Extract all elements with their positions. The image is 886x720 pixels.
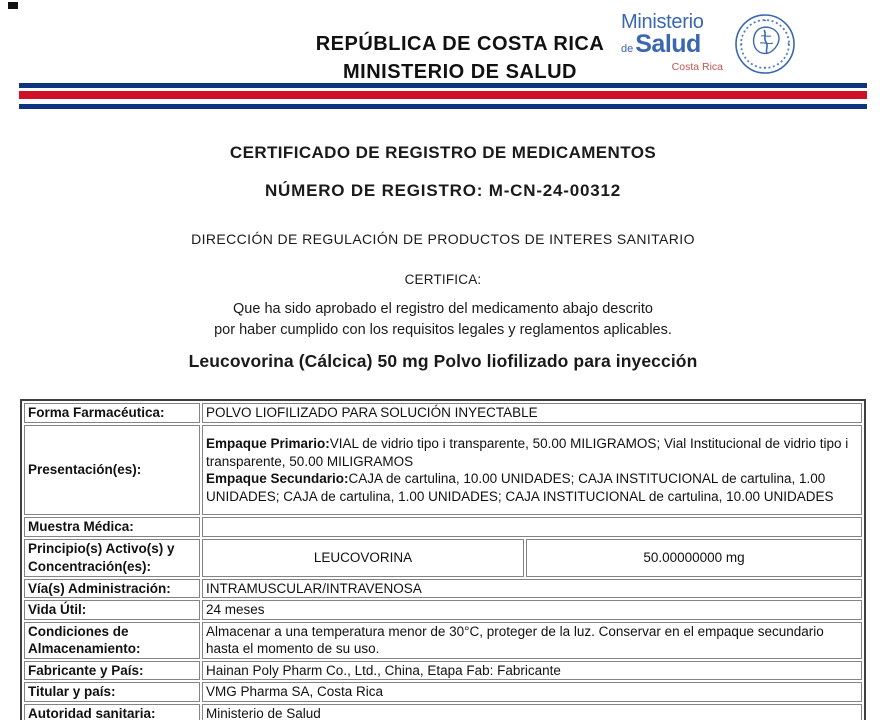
certifies-line: CERTIFICA: [404, 272, 482, 287]
row-value-presentacion [202, 425, 862, 515]
row-value-via: INTRAMUSCULAR/INTRAVENOSA [202, 579, 862, 599]
table-row-condiciones [24, 622, 862, 659]
table-row-via [24, 579, 862, 599]
principio-concentration-cell: 50.00000000 mg [526, 539, 862, 577]
page-title-line2: MINISTERIO DE SALUD [343, 61, 577, 83]
table-row-muestra [24, 517, 862, 537]
row-value-vida: 24 meses [202, 600, 862, 620]
wordmark-de: de [621, 43, 634, 55]
row-label-muestra: Muestra Médica: [24, 517, 200, 537]
row-label-presentacion: Presentación(es): [24, 425, 200, 515]
empaque-primario-value: VIAL de vidrio tipo i transparente, 50.00 MILIGRAMOS; Vial Institucional de vidrio tipo i transparente, 50.00 MILIGRAMOS [206, 436, 849, 469]
empaque-secundario [206, 470, 858, 505]
product-name: Leucovorina (Cálcica) 50 mg Polvo liofilizado para inyección [188, 351, 698, 371]
empaque-secundario-value: CAJA de cartulina, 10.00 UNIDADES; CAJA INSTITUCIONAL de cartulina, 1.00 UNIDADES; CAJA de cartulina, 1.00 UNIDADES; CAJA INSTITUCIONAL de cartulina, 10.00 UNIDADES [206, 471, 834, 504]
table-row-presentacion [24, 425, 862, 515]
row-label-autoridad: Autoridad sanitaria: [24, 704, 200, 720]
flag-stripe-blue-top [19, 83, 867, 88]
row-label-fabricante: Fabricante y País: [24, 661, 200, 681]
empaque-primario-label: Empaque Primario: [206, 436, 330, 451]
wordmark-ministerio: Ministerio [621, 11, 704, 33]
row-label-via: Vía(s) Administración: [24, 579, 200, 599]
row-value-forma: POLVO LIOFILIZADO PARA SOLUCIÓN INYECTABLE [202, 403, 862, 423]
approval-line-2: por haber cumplido con los requisitos legales y reglamentos aplicables. [214, 322, 672, 338]
flag-stripe-blue-bottom [19, 104, 867, 109]
row-value-condiciones: Almacenar a una temperatura menor de 30°C, proteger de la luz. Conservar en el empaque secundario hasta el momento de su uso. [202, 622, 862, 659]
scan-artifact-mark [8, 2, 18, 9]
row-label-condiciones: Condiciones de Almacenamiento: [24, 622, 200, 659]
empaque-secundario-label: Empaque Secundario: [206, 471, 349, 486]
ministry-seal-icon [733, 12, 797, 76]
row-value-fabricante: Hainan Poly Pharm Co., Ltd., China, Etapa Fab: Fabricante [202, 661, 862, 681]
table-row-titular [24, 682, 862, 702]
page-title-line1: REPÚBLICA DE COSTA RICA [315, 33, 605, 55]
table-row-principio [24, 539, 862, 577]
table-row-vida [24, 600, 862, 620]
row-label-vida: Vida Útil: [24, 600, 200, 620]
table-row-fabricante [24, 661, 862, 681]
ministry-logo [621, 12, 797, 76]
wordmark-costa-rica: Costa Rica [671, 61, 723, 73]
row-value-titular: VMG Pharma SA, Costa Rica [202, 682, 862, 702]
ministry-wordmark [621, 12, 729, 74]
table-row-autoridad [24, 704, 862, 720]
row-label-titular: Titular y país: [24, 682, 200, 702]
empaque-primario [206, 435, 858, 470]
row-label-principio: Principio(s) Activo(s) y Concentración(es): [24, 539, 200, 577]
registration-number: NÚMERO DE REGISTRO: M-CN-24-00312 [264, 181, 622, 200]
principio-name-cell: LEUCOVORINA [202, 539, 524, 577]
row-value-muestra [202, 517, 862, 537]
flag-stripe-red [19, 91, 867, 99]
certificate-title: CERTIFICADO DE REGISTRO DE MEDICAMENTOS [229, 143, 657, 162]
wordmark-salud: Salud [635, 30, 701, 58]
row-value-autoridad: Ministerio de Salud [202, 704, 862, 720]
direction-line: DIRECCIÓN DE REGULACIÓN DE PRODUCTOS DE INTERES SANITARIO [191, 231, 695, 247]
registration-table [20, 399, 866, 720]
table-row-forma [24, 403, 862, 423]
row-label-forma: Forma Farmacéutica: [24, 403, 200, 423]
approval-line-1: Que ha sido aprobado el registro del medicamento abajo descrito [233, 301, 653, 317]
